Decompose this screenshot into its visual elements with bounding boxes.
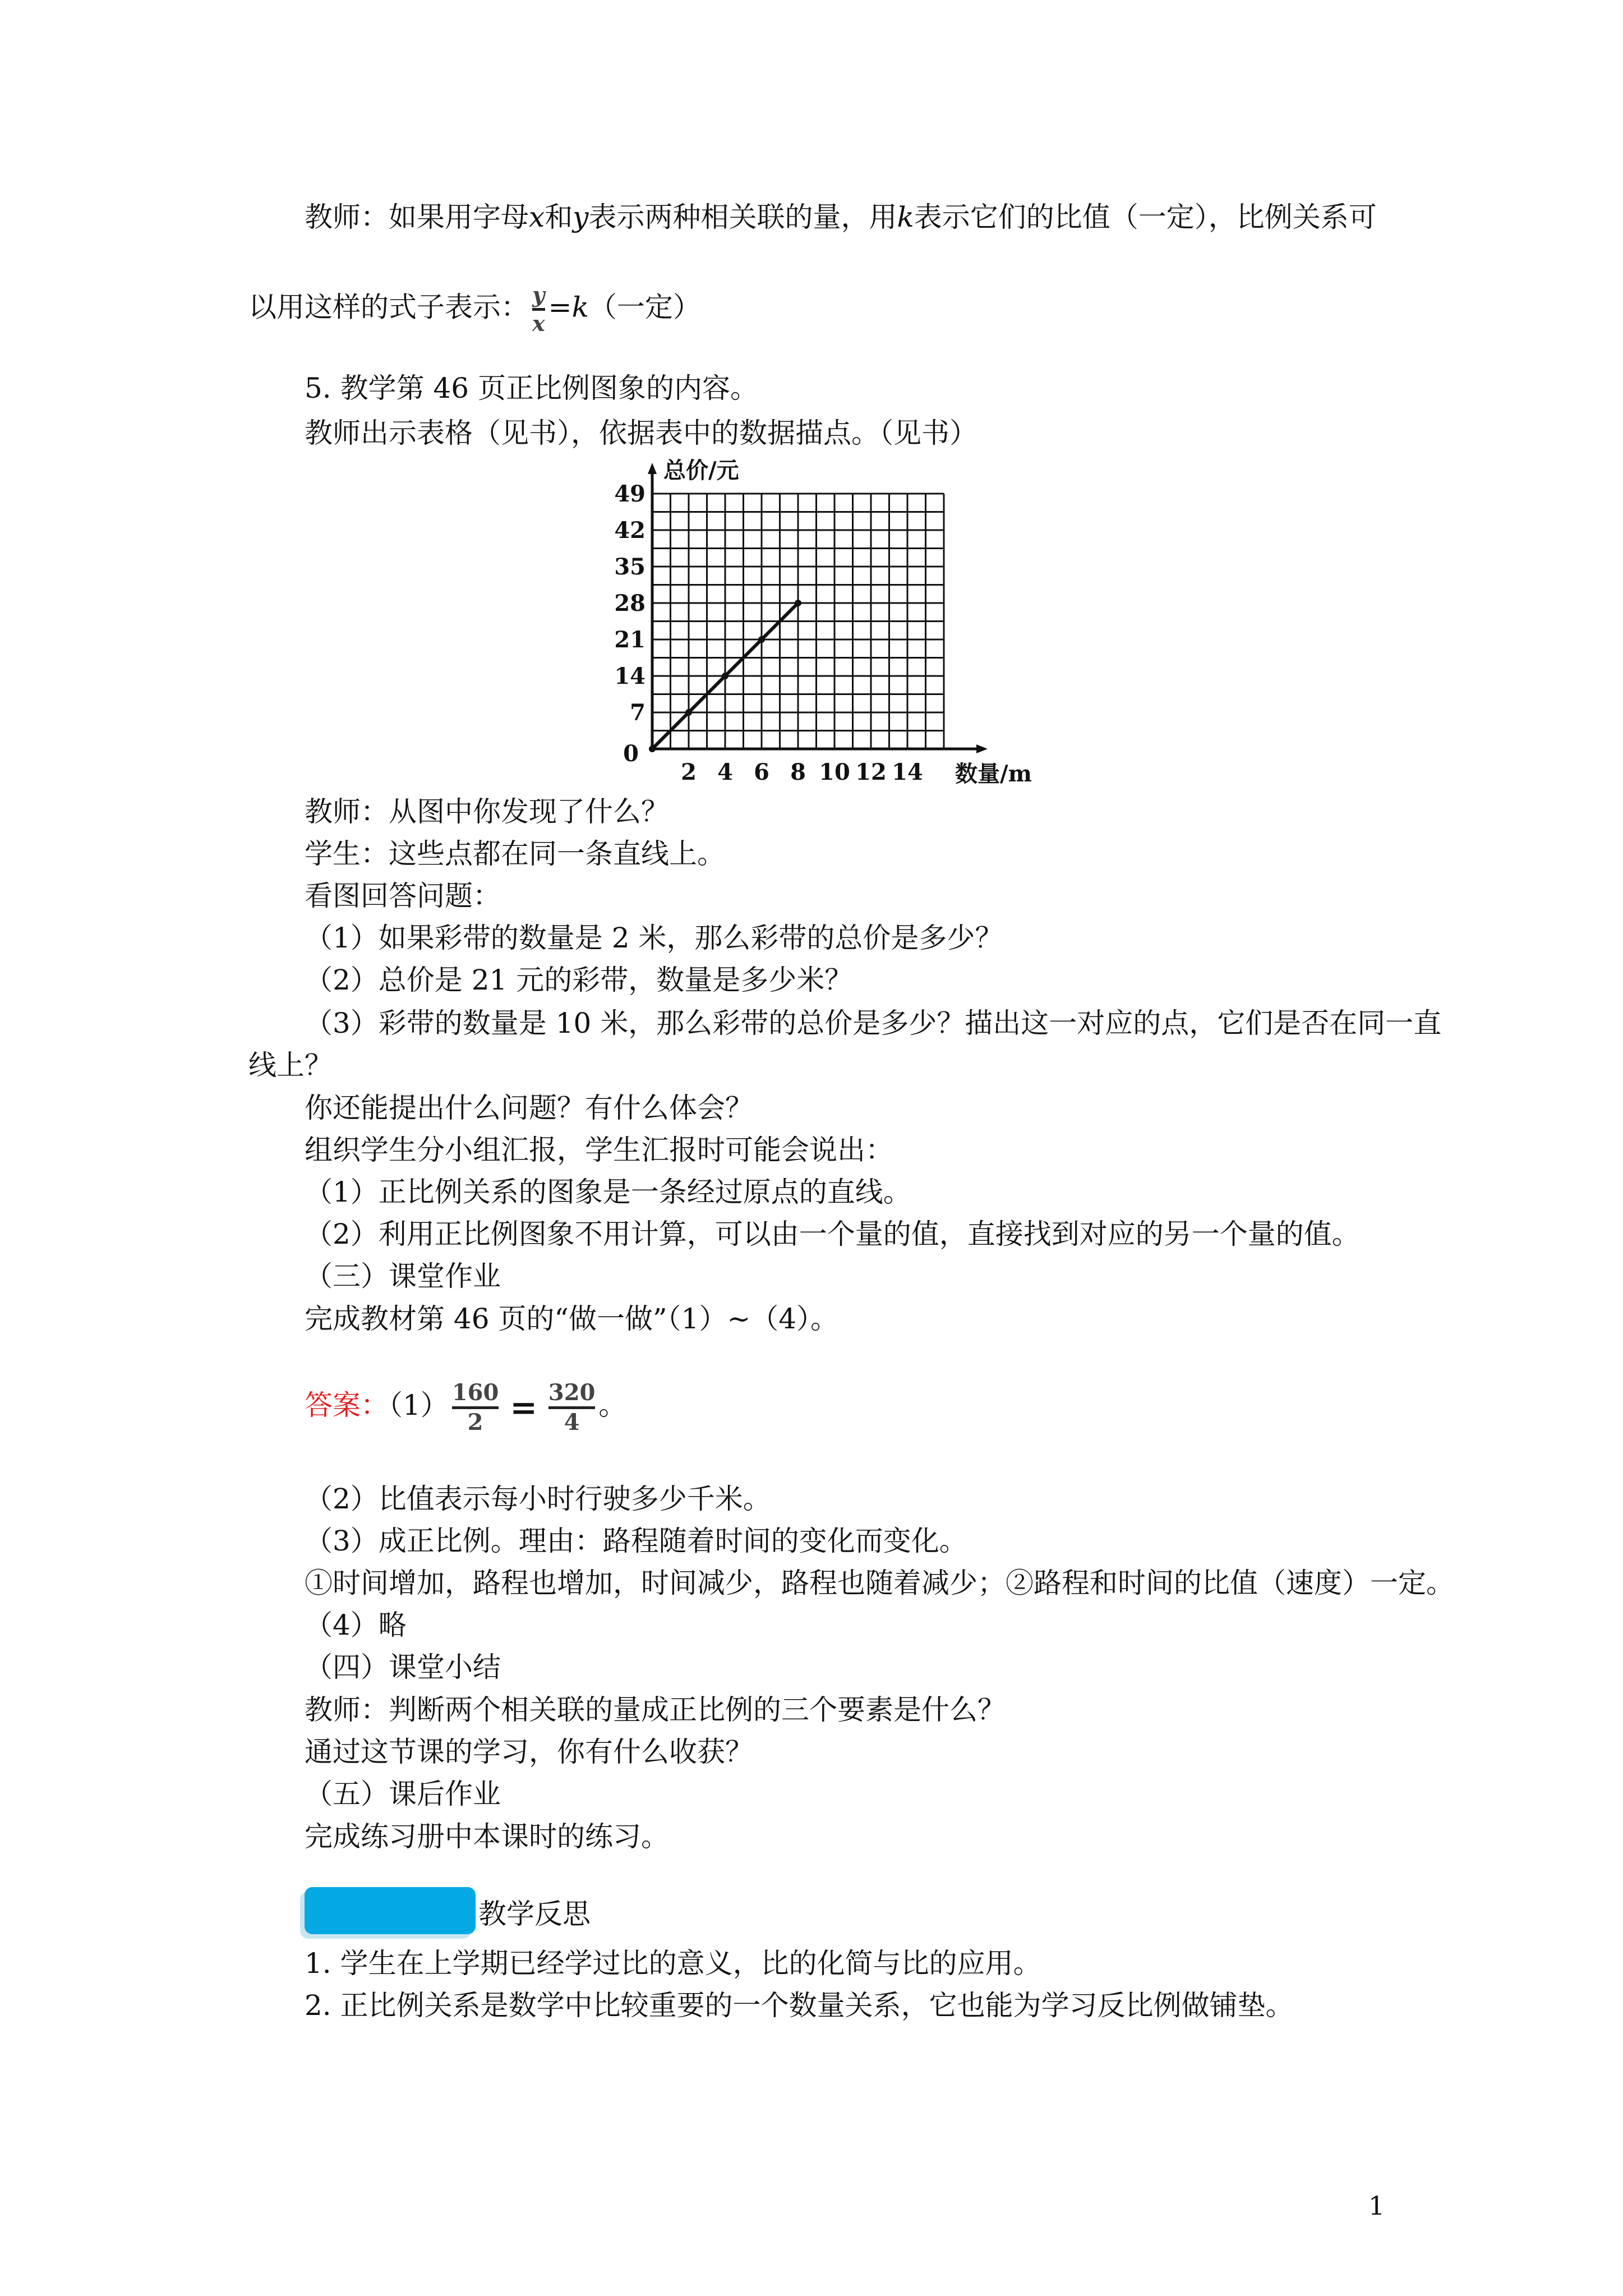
text-run: 表示两种相关联的量，用 [588, 201, 897, 233]
fraction-denominator: x [532, 311, 545, 336]
data-point [795, 600, 801, 606]
paragraph-line: 组织学生分小组汇报，学生汇报时可能会说出： [305, 1134, 893, 1166]
reflection-banner [305, 1887, 476, 1934]
text-run: 和 [545, 201, 573, 233]
y-tick-label: 28 [614, 590, 645, 616]
y-axis-arrow [648, 463, 657, 474]
section-heading: （四）课堂小结 [305, 1651, 501, 1683]
x-tick-label: 10 [819, 759, 850, 785]
paragraph-line: 教师：判断两个相关联的量成正比例的三个要素是什么？ [305, 1694, 1006, 1726]
paragraph-line: 通过这节课的学习，你有什么收获？ [305, 1736, 753, 1768]
text-run: 。 [598, 1389, 627, 1421]
y-tick-label: 35 [614, 554, 645, 580]
text-run: （一定） [588, 291, 701, 324]
data-point [649, 746, 656, 752]
data-point [685, 709, 692, 716]
paragraph-line: （2）比值表示每小时行驶多少千米。 [305, 1483, 771, 1515]
fraction-y-over-x [532, 284, 545, 334]
fraction-160-over-2 [451, 1379, 499, 1435]
paragraph-line: （3）彩带的数量是 10 米，那么彩带的总价是多少？描出这一对应的点，它们是否在同一直 [305, 1007, 1442, 1039]
fraction-numerator: 320 [548, 1379, 596, 1406]
reflection-title: 教学反思 [478, 1898, 591, 1930]
paragraph-line: 教师出示表格（见书），依据表中的数据描点。（见书） [305, 417, 978, 449]
paragraph-line: 教师：从图中你发现了什么？ [305, 795, 669, 828]
fraction-numerator: y [532, 282, 545, 307]
section-heading: （三）课堂作业 [305, 1260, 501, 1292]
x-tick-label: 14 [892, 759, 923, 785]
fraction-320-over-4 [548, 1379, 596, 1435]
text-run: 以用这样的式子表示： [248, 291, 529, 324]
fraction-denominator: 4 [564, 1409, 580, 1435]
paragraph-line: 完成练习册中本课时的练习。 [305, 1820, 669, 1853]
math-variable-k: k [571, 291, 589, 324]
text-run: = [548, 291, 572, 324]
chart-axes [648, 463, 988, 753]
x-tick-label: 8 [790, 759, 806, 785]
fraction-bar [452, 1406, 499, 1409]
fraction-numerator: 160 [451, 1379, 499, 1406]
math-variable-k: k [897, 201, 914, 233]
paragraph-line: 学生：这些点都在同一条直线上。 [305, 838, 725, 870]
paragraph-line: （4）略 [305, 1609, 407, 1641]
paragraph-line: ①时间增加，路程也增加，时间减少，路程也随着减少；②路程和时间的比值（速度）一定。 [305, 1567, 1454, 1599]
proportion-chart [594, 457, 1043, 794]
section-heading: 5. 教学第 46 页正比例图象的内容。 [305, 372, 759, 404]
paragraph-line: 1. 学生在上学期已经学过比的意义，比的化简与比的应用。 [305, 1947, 1041, 1980]
y-tick-label: 14 [614, 663, 645, 689]
paragraph-line: 看图回答问题： [305, 880, 501, 912]
answer-label: 答案： [305, 1389, 389, 1421]
text-run: （1） [389, 1389, 449, 1421]
x-tick-label: 4 [717, 759, 733, 785]
paragraph-line: （2）利用正比例图象不用计算，可以由一个量的值，直接找到对应的另一个量的值。 [305, 1218, 1360, 1250]
paragraph-line [248, 284, 701, 334]
chart-grid [652, 494, 944, 749]
origin-label: 0 [623, 740, 639, 767]
paragraph-line: 完成教材第 46 页的“做一做”（1）~（4）。 [305, 1303, 839, 1335]
paragraph-line: 2. 正比例关系是数学中比较重要的一个数量关系，它也能为学习反比例做铺垫。 [305, 1989, 1294, 2022]
x-tick-label: 6 [754, 759, 769, 785]
paragraph-line: （3）成正比例。理由：路程随着时间的变化而变化。 [305, 1525, 967, 1557]
y-tick-label: 49 [614, 481, 645, 507]
answer-line [305, 1372, 626, 1441]
math-variable-x: x [529, 201, 545, 233]
equals-sign: = [510, 1388, 537, 1427]
text-run: 表示它们的比值（一定），比例关系可 [914, 201, 1377, 233]
x-tick-label: 12 [855, 759, 887, 785]
y-axis-label: 总价/元 [663, 457, 739, 484]
page-number: 1 [1368, 2191, 1385, 2221]
fraction-bar [548, 1406, 596, 1409]
paragraph-line: 线上？ [248, 1049, 333, 1082]
paragraph-line: 你还能提出什么问题？有什么体会？ [305, 1092, 753, 1124]
data-point [758, 636, 765, 643]
paragraph-line: （1）如果彩带的数量是 2 米，那么彩带的总价是多少？ [305, 922, 1003, 954]
paragraph-line: （1）正比例关系的图象是一条经过原点的直线。 [305, 1176, 911, 1208]
y-tick-label: 21 [614, 627, 645, 653]
paragraph-line [305, 199, 1377, 235]
paragraph-line: （2）总价是 21 元的彩带，数量是多少米？ [305, 964, 853, 996]
x-axis-arrow [976, 744, 988, 753]
data-point [722, 673, 728, 679]
math-variable-y: y [573, 201, 589, 233]
fraction-denominator: 2 [467, 1409, 483, 1435]
text-run: 教师：如果用字母 [305, 201, 529, 233]
x-axis-label: 数量/m [955, 761, 1032, 787]
y-tick-label: 42 [614, 517, 645, 544]
section-heading: （五）课后作业 [305, 1778, 501, 1810]
y-tick-label: 7 [630, 700, 645, 726]
x-tick-label: 2 [681, 759, 697, 785]
